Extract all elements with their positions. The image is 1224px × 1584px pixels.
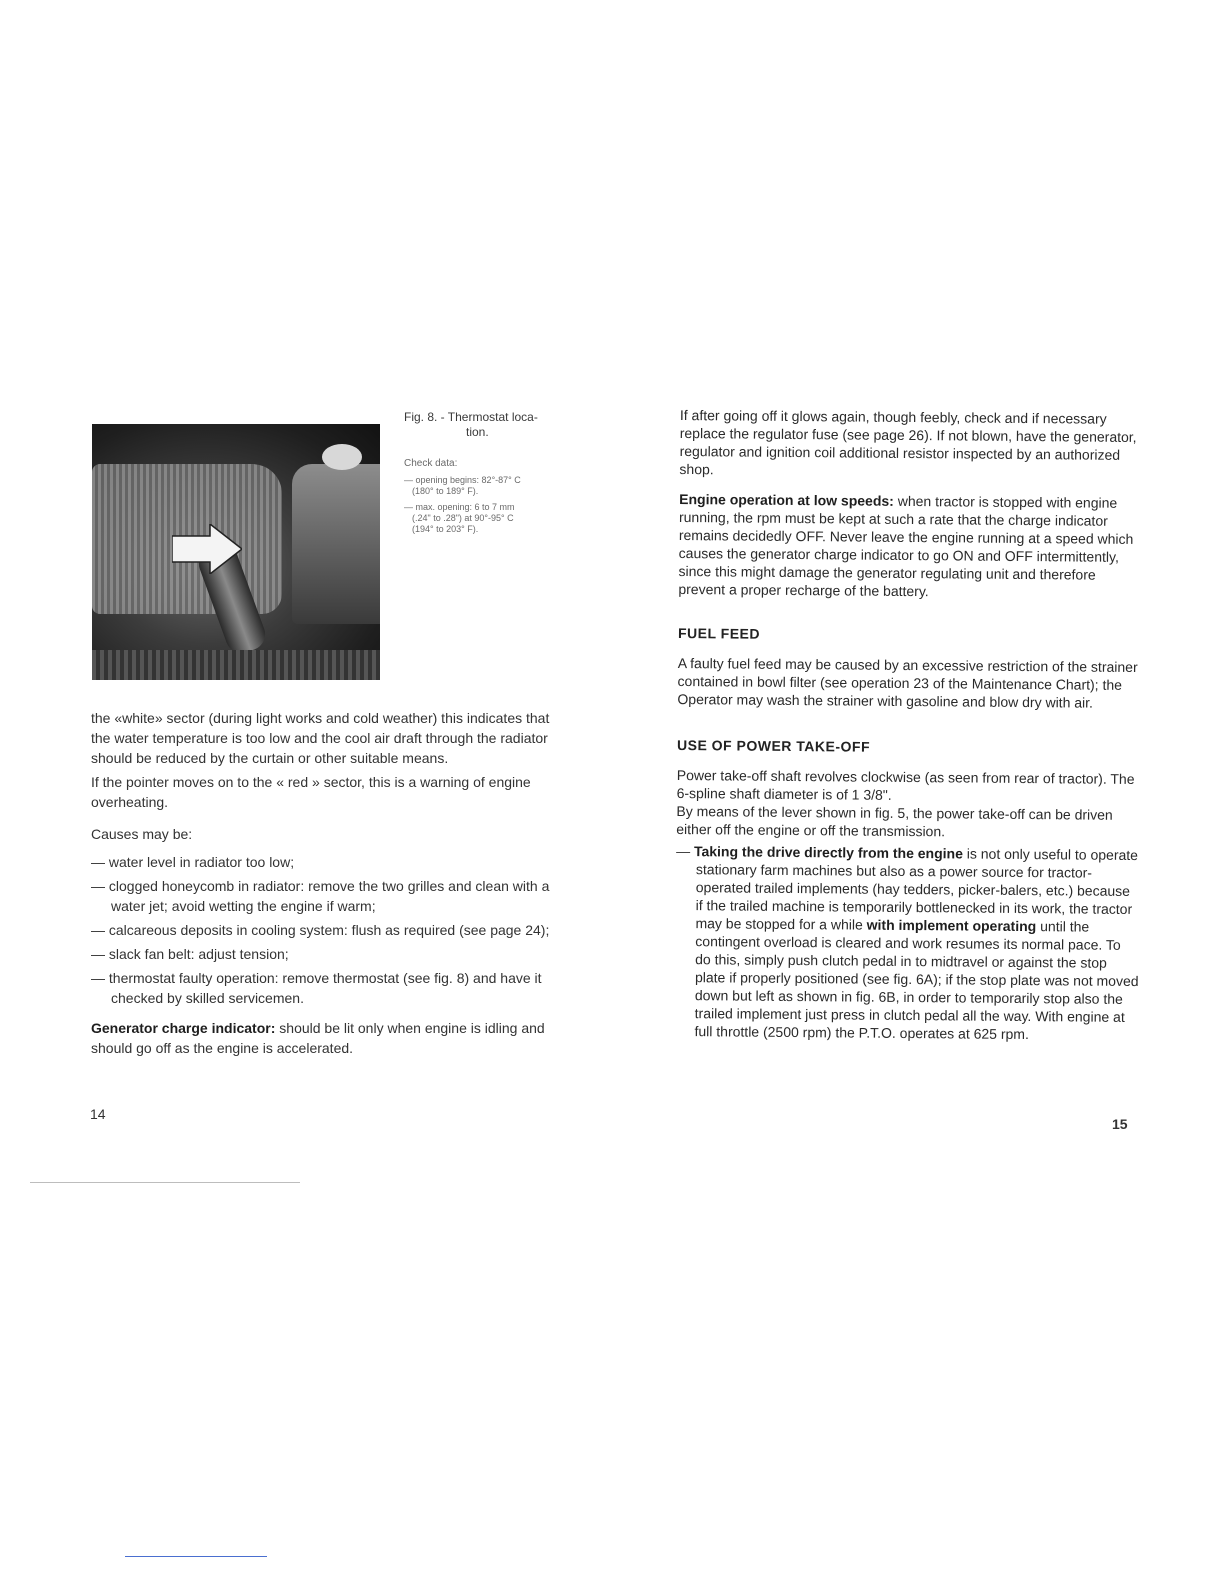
paragraph: Engine operation at low speeds: when tractor is stopped with engine running, the rpm must be kept at such a rate that the charge indicator remains decidedly OFF. Never leave the engine running at a speed which causes the generator charge indicator to go ON and OFF intermittently, since this might damage the generator regulating unit and therefore prevent a proper recharge of the battery.: [678, 490, 1134, 600]
section-heading: USE OF POWER TAKE-OFF: [676, 736, 871, 755]
list-item: — clogged honeycomb in radiator: remove the two grilles and clean with a water jet; avoid wetting the engine if warm;: [91, 878, 550, 914]
right-text: [674, 406, 1144, 1044]
paragraph: If after going off it glows again, though feebly, check and if necessary replace the regulator fuse (see page 26). If not blown, have the generator, regulator and ignition coil additional resistor inspected by an authorized shop.: [679, 406, 1137, 478]
paragraph: If the pointer moves on to the « red » sector, this is a warning of engine overheating.: [91, 774, 531, 810]
bold-term: Generator charge indicator:: [91, 1020, 276, 1036]
left-text: [91, 708, 553, 1058]
section-heading: FUEL FEED: [677, 624, 761, 642]
list-item: — water level in radiator too low;: [91, 854, 295, 870]
list-item: — slack fan belt: adjust tension;: [91, 946, 289, 962]
paragraph: Power take-off shaft revolves clockwise (as seen from rear of tractor). The 6-spline shaft diameter is of 1 3/8".: [676, 766, 1135, 803]
thermostat-photo: [92, 424, 380, 680]
page-number: 15: [1112, 1116, 1128, 1132]
paragraph: By means of the lever shown in fig. 5, the power take-off can be driven either off the engine or off the transmission.: [676, 802, 1113, 840]
paragraph: A faulty fuel feed may be caused by an excessive restriction of the strainer contained in bowl filter (see operation 23 of the Maintenance Chart); the Operator may wash the strainer with gasoline and blow dry with air.: [677, 654, 1138, 711]
paragraph: Generator charge indicator: should be lit only when engine is idling and should go off as the engine is accelerated.: [91, 1020, 545, 1056]
list-item: — thermostat faulty operation: remove thermostat (see fig. 8) and have it checked by skilled servicemen.: [91, 970, 542, 1006]
check-data: Check data: — opening begins: 82°-87° C (180° to 189° F). — max. opening: 6 to 7 mm (.24" to .28") at 90°-95° C (194° to 203° F).: [404, 458, 521, 534]
arrow-icon: [172, 524, 242, 574]
causes-title: Causes may be:: [91, 826, 193, 842]
list-item: — calcareous deposits in cooling system: flush as required (see page 24);: [91, 922, 550, 938]
figure-caption: Fig. 8. - Thermostat loca- tion.: [404, 410, 538, 439]
list-item: — Taking the drive directly from the engine is not only useful to operate stationary farm machines but also as a power source for tractor-operated trailed implements (hay tedders, picker-balers, etc.) because if the trailed machine is temporarily bottlenecked in its work, the tractor may be stopped for a while with implement operating until the contingent overload is cleared and work resumes its normal pace. To do this, simply push clutch pedal in to midtravel or against the stop plate if properly positioned (see fig. 6A); if the stop plate was not moved down but left as shown in fig. 6B, in order to temporarily stop also the trailed implement just press in clutch pedal all the way. With engine at full throttle (2500 rpm) the P.T.O. operates at 625 rpm.: [676, 842, 1139, 1043]
scan-line: [30, 1182, 300, 1183]
page-number: 14: [90, 1106, 106, 1122]
divider-line: [125, 1556, 267, 1557]
bold-term: Engine operation at low speeds:: [679, 490, 894, 509]
paragraph: the «white» sector (during light works and cold weather) this indicates that the water temperature is too low and the cool air draft through the radiator should be reduced by the curtain or other suitable means.: [91, 710, 550, 766]
